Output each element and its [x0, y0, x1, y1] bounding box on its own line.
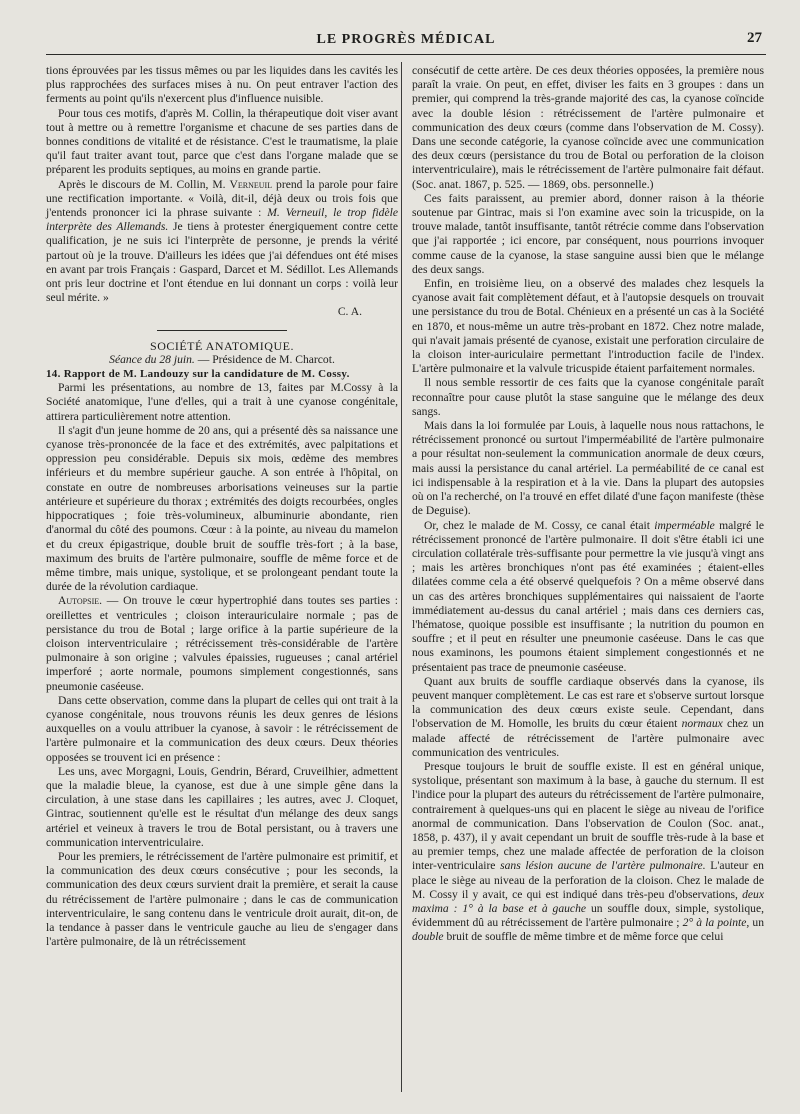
- paragraph: [412, 519, 764, 675]
- person-name: Verneuil: [229, 177, 273, 191]
- paragraph: Dans cette observation, comme dans la plupart de celles qui ont trait à la cyanose congénitale, nous trouvons réunis les deux genres de lésions auxquelles on a voulu attribuer la cyanose, à savoir : le rétrécissement de l'artère pulmonaire et la communication des deux cœurs. Deux théories opposées se trouvent ici en présence :: [46, 693, 398, 764]
- section-title: SOCIÉTÉ ANATOMIQUE.: [150, 338, 294, 353]
- text-run: malgré le rétrécissement prononcé de l'artère pulmonaire. Il doit s'être établi ici une circulation collatérale très-suffisante pour permettre la vie jusqu'à vingt ans ; mais les artères bronchiques n'ont pas été examinées ; étaient-elles dilatées comme cela a été observé quelquefois ? On a même observé dans un cas des artères bronchiques supplémentaires qui naissaient de l'aorte immédiatement au-dessus du canal artériel ; mais dans ces derniers cas, l'hématose, quoique possible est insuffisante ; la nutrition du poumon en souffre ; et il peut en résulter une pneumonie caséeuse. Dans le cas que nous examinons, les poumons étaient simplement congestionnés et ne présentaient pas trace de pneumonie caséeuse.: [412, 518, 765, 674]
- paragraph: Mais dans la loi formulée par Louis, à laquelle nous nous rattachons, le rétrécissement prononcé ou surtout l'imperméabilité de l'artère pulmonaire a pour résultat non-seulement la communication anormale de deux cœurs, mais aussi la persistance du canal artériel. La perméabilité de ce canal est ici indispensable à la respiration et à la vie. Dans la plupart des autopsies où on l'a recherché, on l'a trouvé en effet dilaté d'une façon manifeste (thèse de Deguise).: [412, 419, 764, 518]
- session-line: [46, 353, 398, 367]
- autopsy-label: Autopsie.: [58, 594, 103, 608]
- paragraph: [46, 178, 398, 306]
- paragraph: Ces faits paraissent, au premier abord, donner raison à la théorie soutenue par Gintrac, mais si l'on examine avec soin la tricuspide, on la trouve malade, tantôt insuffisante, tantôt rétrécie comme dans l'observation que j'ai rapportée ; ici encore, par conséquent, nous pourrions invoquer comme cause de la cyanose, la stase sanguine aussi bien que le mélange des deux sangs.: [412, 191, 764, 276]
- quoted-phrase: M. Verneuil, le trop fidèle interprète des Allemands.: [46, 206, 398, 234]
- emphasis: sans lésion aucune de l'artère pulmonaire.: [500, 859, 706, 873]
- text-run: Quant aux bruits de souffle cardiaque observés dans la cyanose, ils peuvent manquer complètement. Le cas est rare et s'observe surtout lorsque la communication des deux cœurs existe seule. Cependant, dans l'observation de M. Homolle, les bruits du cœur étaient: [412, 674, 764, 731]
- emphasis: double: [412, 930, 444, 944]
- session-date: Séance du 28 juin.: [109, 352, 195, 366]
- text-run: un: [749, 916, 765, 930]
- text-run: L'auteur en place le siège au niveau de la perforation de la cloison. Chez le malade de M. Cossy il y avait, ce qui est indiqué dans très-peu d'observations,: [412, 859, 764, 901]
- column-divider: [401, 62, 402, 1092]
- paragraph: Parmi les présentations, au nombre de 13, faites par M.Cossy à la Société anatomique, l'une d'elles, qui a trait à une cyanose congénitale, attirera particulièrement notre attention.: [46, 381, 398, 423]
- report-title: 14. Rapport de M. Landouzy sur la candidature de M. Cossy.: [46, 368, 350, 381]
- text-run: chez un malade affecté de rétrécissement de l'artère pulmonaire avec communication des ventricules.: [412, 717, 764, 759]
- paragraph: tions éprouvées par les tissus mêmes ou par les liquides dans les cavités les plus rapprochées des surfaces mises à nu. On peut entraver l'action des ferments au point qu'ils n'exercent plus d'influence nuisible.: [46, 64, 398, 106]
- paragraph: [412, 675, 764, 760]
- journal-title: LE PROGRÈS MÉDICAL: [316, 32, 496, 47]
- left-column: [46, 64, 398, 949]
- text-run: — On trouve le cœur hypertrophié dans toutes ses parties : oreillettes et ventricules ; cloison interauriculaire normale ; pas de persistance du trou de Botal ; large orifice à la partie supérieure de la cloison interventriculaire ; rétrécissement très-considérable de l'artère pulmonaire à son origine ; valvules épaissies, rugueuses ; canal artériel imperforé ; aorte normale, poumons simplement congestionnés, sans pneumonie caséeuse.: [46, 594, 398, 693]
- paragraph: Les uns, avec Morgagni, Louis, Gendrin, Bérard, Cruveilhier, admettent que la maladie bleue, la cyanose, est due à une simple gêne dans la circulation, à une stase dans les capillaires ; les autres, avec J. Cloquet, Gintrac, soutiennent qu'elle est le résultat d'un mélange des deux sangs artériel et veineux à travers le trou de Botal persistant, ou à travers une communication interventriculaire.: [46, 764, 398, 849]
- signature: C. A.: [337, 305, 362, 319]
- paragraph: Pour les premiers, le rétrécissement de l'artère pulmonaire est primitif, et la communication des deux cœurs consécutive ; pour les seconds, la communication des deux cœurs survient drait la première, et serait la cause du rétrécissement de l'artère pulmonaire ; dans le cas de communication interventriculaire, le sang contenu dans le ventricule droit aurait, dit-on, de la tendance à passer dans le ventricule gauche au lieu de s'engager dans l'artère pulmonaire, de là un rétrécissement: [46, 849, 398, 949]
- paragraph: [46, 594, 398, 693]
- emphasis: imperméable: [654, 518, 715, 532]
- page-number: 27: [747, 30, 762, 46]
- paragraph: Il s'agit d'un jeune homme de 20 ans, qui a présenté dès sa naissance une cyanose très-prononcée de la face et des extrémités, avec palpitations et oppression peu considérable. Depuis six mois, œdème des membres inférieurs et du membre supérieur gauche. A son entrée à l'hôpital, on constate en outre de nombreuses arborisations veineuses sur la partie antérieure et supérieure du thorax ; extrémités des doigts recourbées, ongles hippocratiques ; foie très-volumineux, albuminurie abondante, rien d'anormal du côté des poumons. Cœur : à la pointe, au niveau du mamelon et du creux épigastrique, double bruit de souffle très-fort ; à la base, maximum des bruits de l'artère pulmonaire, souffle de même force et de même timbre, mais unique, systolique, et se prolongeant pendant toute la durée de la révolution cardiaque.: [46, 423, 398, 594]
- text-run: Or, chez le malade de M. Cossy, ce canal était: [424, 518, 655, 532]
- text-run: Je tiens à protester énergiquement contre cette qualification, je ne suis ici l'interprète de personne, je prends la vérité partout où je la trouve. D'ailleurs les idées que j'ai défendues ont été mises en avant par trois Français : Gaspard, Darcet et M. Sédillot. Les Allemands ont pris leur doctrine et l'ont étendue en lui donnant un corps : voilà leur seul mérite. »: [46, 220, 398, 305]
- section-divider: [157, 330, 287, 331]
- emphasis: 2° à la pointe,: [682, 916, 750, 930]
- text-run: Après le discours de M. Collin, M.: [58, 177, 230, 191]
- text-run: un souffle doux, simple, systolique, évidemment dû au rétrécissement de l'artère pulmonaire ;: [412, 901, 764, 930]
- emphasis: deux maxima : 1° à la base et à gauche: [412, 887, 764, 915]
- paragraph: Pour tous ces motifs, d'après M. Collin, la thérapeutique doit viser avant tout à mettre ou à remettre l'organisme et chacune de ses parties dans de bonnes conditions de vitalité et de résistance. C'est le traumatisme, la plaie qu'il faut traiter avant tout, parce que c'est dans l'organe malade que se préparent les produits septiques, au moins en grande partie.: [46, 106, 398, 177]
- text-run: bruit de souffle de même timbre et de même force que celui: [443, 930, 724, 944]
- text-run: Presque toujours le bruit de souffle existe. Il est en général unique, systolique, présentant son maximum à la base, à gauche du sternum. Il est l'indice pour la plupart des auteurs du rétrécissement de l'artère pulmonaire, contrairement à quelques-uns qui en placent le siège au niveau de l'orifice anormal de communication. Dans l'observation de Coulon (Soc. anat., 1858, p. 437), il y avait cependant un bruit de souffle très-rude à la base et au premier temps, chez une malade affectée de perforation de la cloison inter-ventriculaire: [412, 759, 764, 873]
- paragraph: consécutif de cette artère. De ces deux théories opposées, la première nous paraît la vraie. On peut, en effet, diviser les faits en 3 groupes : dans un premier, qui comprend la très-grande majorité des cas, la cyanose coïncide avec la double lésion : rétrécissement de l'artère pulmonaire et communication des deux cœurs (comme dans l'observation de M. Cossy). Dans une seconde catégorie, la cyanose coïncide avec une communication des deux cœurs (persistance du trou de Botal ou perforation de la cloison interventriculaire), mais le rétrécissement de l'artère pulmonaire fait défaut. (Soc. anat. 1867, p. 525. — 1869, obs. personnelle.): [412, 64, 764, 191]
- paragraph: Enfin, en troisième lieu, on a observé des malades chez lesquels la cyanose avait fait complètement défaut, et à l'autopsie desquels on trouvait une persistance du trou de Botal. Chénieux en a présenté un cas à la Société en 1870, et nous-même un autre très-probant en 1872. Chez notre malade, qui n'avait jamais présenté de cyanose, existait une perforation circulaire de la cloison inter-auriculaire permettant l'introduction facile de l'index. L'artère pulmonaire et la valvule tricuspide étaient parfaitement normales.: [412, 277, 764, 376]
- paragraph: [412, 760, 764, 945]
- right-column: [412, 64, 764, 945]
- emphasis: normaux: [681, 717, 723, 731]
- session-president: — Présidence de M. Charcot.: [194, 352, 335, 366]
- paragraph: Il nous semble ressortir de ces faits que la cyanose congénitale paraît reconnaître pour cause plutôt la stase sanguine que le mélange des deux sangs.: [412, 376, 764, 418]
- page-header: [46, 28, 766, 55]
- text-run: prend la parole pour faire une rectification importante. « Voilà, dit-il, déjà deux ou trois fois que j'entends prononcer ici la phrase suivante :: [46, 177, 398, 220]
